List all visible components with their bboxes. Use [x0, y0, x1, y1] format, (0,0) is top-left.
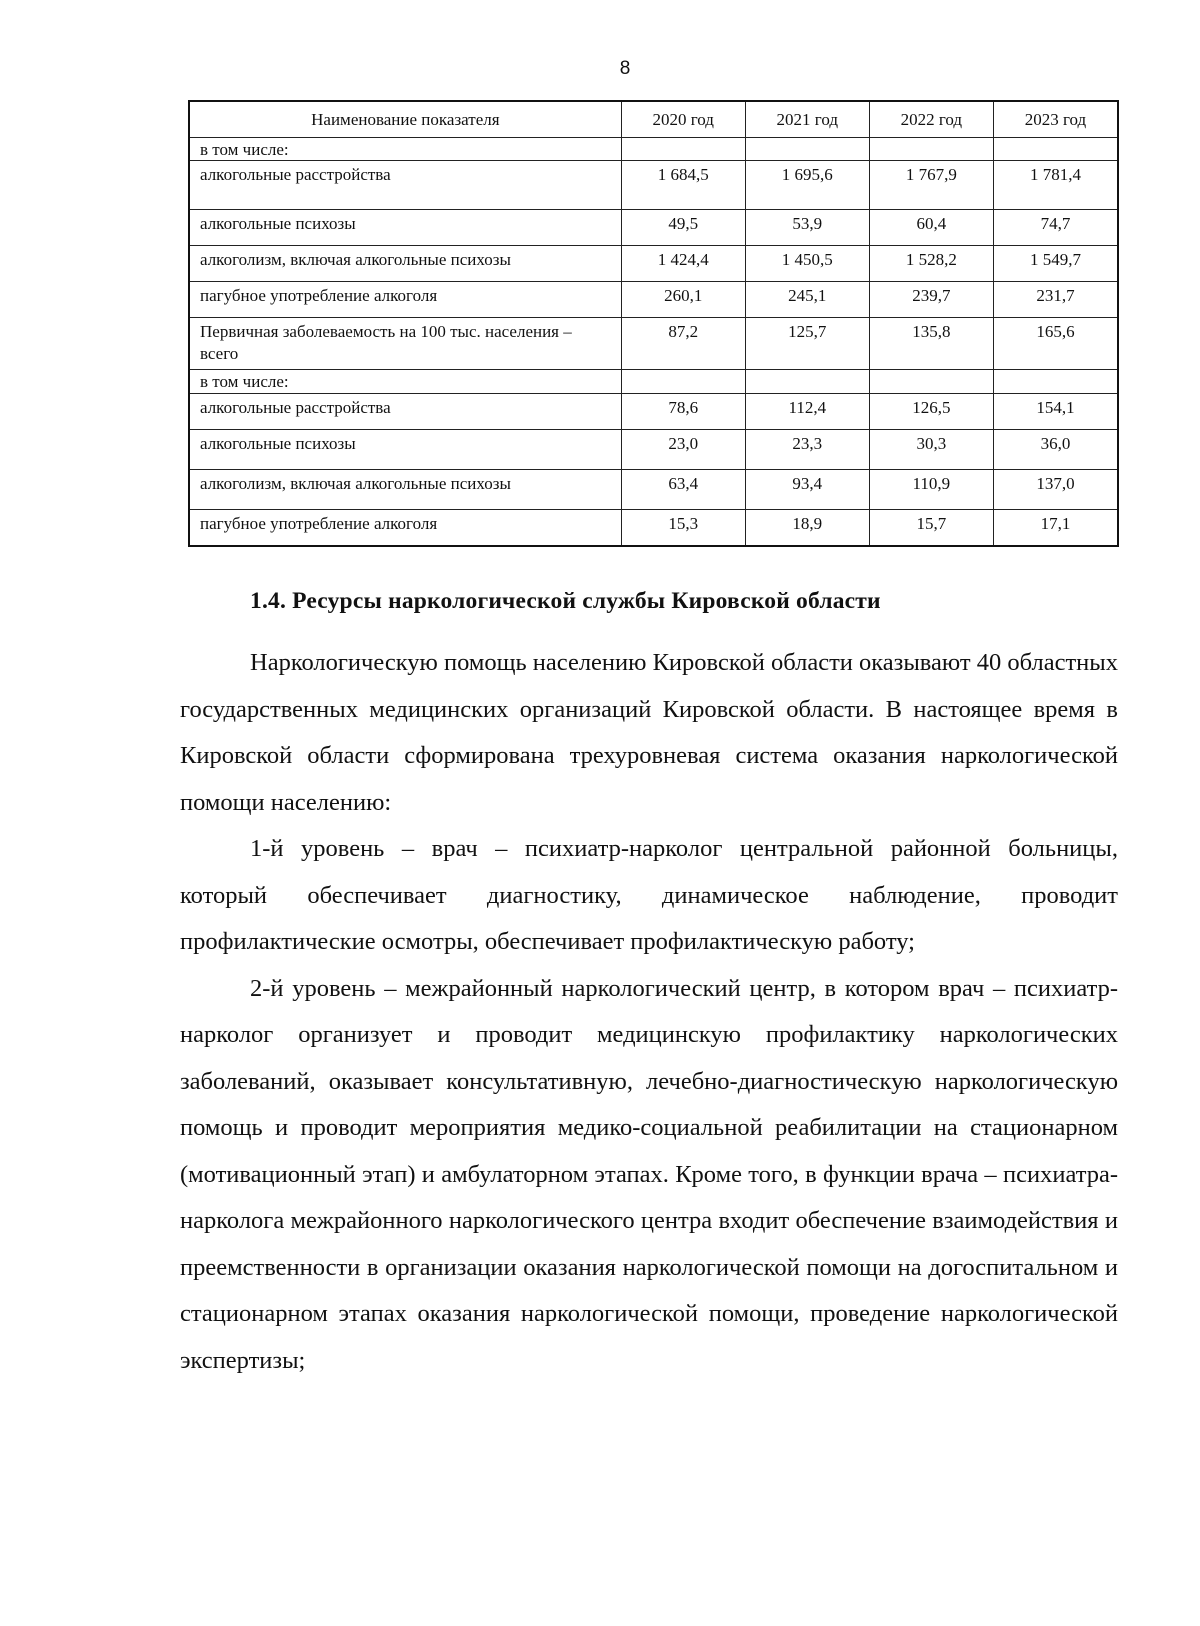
row-value-2021-год: 53,9 [745, 210, 869, 246]
row-value-2023-год: 74,7 [993, 210, 1118, 246]
row-value-2021-год [745, 370, 869, 393]
row-value-2020-год: 15,3 [621, 509, 745, 546]
row-value-2022-год: 110,9 [869, 469, 993, 509]
row-value-2023-год: 154,1 [993, 393, 1118, 429]
row-value-2022-год: 60,4 [869, 210, 993, 246]
table-row [189, 509, 1118, 546]
row-value-2022-год: 1 767,9 [869, 161, 993, 210]
table-row [189, 161, 1118, 210]
row-value-2020-год: 260,1 [621, 282, 745, 318]
table-row [189, 469, 1118, 509]
row-value-2021-год: 1 450,5 [745, 246, 869, 282]
row-value-2021-год: 245,1 [745, 282, 869, 318]
row-indicator-name: в том числе: [189, 370, 621, 393]
table-row [189, 393, 1118, 429]
header-year-2020: 2020 год [621, 101, 745, 138]
row-value-2022-год [869, 138, 993, 161]
row-value-2022-год: 15,7 [869, 509, 993, 546]
section-title: 1.4. Ресурсы наркологической службы Кировской области [250, 588, 881, 614]
row-value-2020-год [621, 370, 745, 393]
row-value-2023-год: 17,1 [993, 509, 1118, 546]
row-value-2023-год: 1 781,4 [993, 161, 1118, 210]
paragraph: Наркологическую помощь населению Кировской области оказывают 40 областных государственных медицинских организаций Кировской области. В настоящее время в Кировской области сформирована трехуровневая система оказания наркологической помощи населению: [180, 649, 1118, 816]
paragraph: 2-й уровень – межрайонный наркологический центр, в котором врач – психиатр-нарколог организует и проводит медицинскую профилактику наркологических заболеваний, оказывает консультативную, лечебно-диагностическую наркологическую помощь и проводит мероприятия медико-социальной реабилитации на стационарном (мотивационный этап) и амбулаторном этапах. Кроме того, в функции врача – психиатра-нарколога межрайонного наркологического центра входит обеспечение взаимодействия и преемственности в организации оказания наркологической помощи на догоспитальном и стационарном этапах оказания наркологической помощи, проведение наркологической экспертизы; [180, 974, 1118, 1374]
table-row [189, 210, 1118, 246]
row-value-2020-год: 1 424,4 [621, 246, 745, 282]
table-row [189, 370, 1118, 393]
row-value-2022-год: 135,8 [869, 318, 993, 370]
row-value-2023-год [993, 370, 1118, 393]
row-value-2022-год: 30,3 [869, 429, 993, 469]
row-value-2021-год: 18,9 [745, 509, 869, 546]
row-value-2020-год: 23,0 [621, 429, 745, 469]
row-indicator-name: алкогольные расстройства [189, 161, 621, 210]
table-row [189, 246, 1118, 282]
row-value-2023-год [993, 138, 1118, 161]
row-value-2023-год: 137,0 [993, 469, 1118, 509]
row-value-2022-год: 1 528,2 [869, 246, 993, 282]
header-year-2022: 2022 год [869, 101, 993, 138]
row-value-2021-год: 1 695,6 [745, 161, 869, 210]
statistics-table [188, 100, 1119, 547]
row-value-2021-год [745, 138, 869, 161]
row-value-2023-год: 231,7 [993, 282, 1118, 318]
row-indicator-name: пагубное употребление алкоголя [189, 509, 621, 546]
row-value-2020-год: 49,5 [621, 210, 745, 246]
header-year-2021: 2021 год [745, 101, 869, 138]
table-header-row [189, 101, 1118, 138]
row-value-2021-год: 112,4 [745, 393, 869, 429]
row-indicator-name: алкоголизм, включая алкогольные психозы [189, 469, 621, 509]
row-indicator-name: в том числе: [189, 138, 621, 161]
row-value-2020-год: 1 684,5 [621, 161, 745, 210]
row-value-2021-год: 23,3 [745, 429, 869, 469]
row-value-2022-год: 126,5 [869, 393, 993, 429]
row-indicator-name: алкогольные расстройства [189, 393, 621, 429]
row-value-2023-год: 1 549,7 [993, 246, 1118, 282]
row-indicator-name: алкоголизм, включая алкогольные психозы [189, 246, 621, 282]
row-value-2022-год: 239,7 [869, 282, 993, 318]
row-indicator-name: алкогольные психозы [189, 429, 621, 469]
header-year-2023: 2023 год [993, 101, 1118, 138]
row-value-2020-год: 78,6 [621, 393, 745, 429]
row-indicator-name: Первичная заболеваемость на 100 тыс. населения – всего [189, 318, 621, 370]
row-value-2021-год: 125,7 [745, 318, 869, 370]
paragraph: 1-й уровень – врач – психиатр-нарколог центральной районной больницы, который обеспечивает диагностику, динамическое наблюдение, проводит профилактические осмотры, обеспечивает профилактическую работу; [180, 835, 1118, 955]
table-row [189, 138, 1118, 161]
row-value-2020-год: 87,2 [621, 318, 745, 370]
row-value-2020-год: 63,4 [621, 469, 745, 509]
row-value-2023-год: 165,6 [993, 318, 1118, 370]
page-number: 8 [619, 58, 631, 79]
row-value-2023-год: 36,0 [993, 429, 1118, 469]
table-row [189, 318, 1118, 370]
row-value-2022-год [869, 370, 993, 393]
row-indicator-name: алкогольные психозы [189, 210, 621, 246]
row-value-2021-год: 93,4 [745, 469, 869, 509]
table-row [189, 282, 1118, 318]
header-indicator-name: Наименование показателя [189, 101, 621, 138]
row-value-2020-год [621, 138, 745, 161]
table-row [189, 429, 1118, 469]
row-indicator-name: пагубное употребление алкоголя [189, 282, 621, 318]
body-text [180, 640, 1118, 1384]
table-body [189, 138, 1118, 546]
